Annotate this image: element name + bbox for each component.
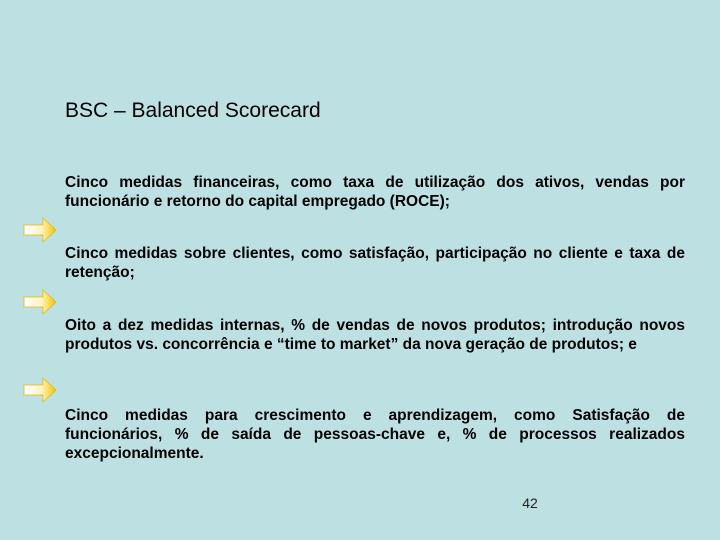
bullet-text-financial: Cinco medidas financeiras, como taxa de utilização dos ativos, vendas por funcionário e retorno do capital empregado (ROCE); [65,174,685,210]
arrow-right-icon [23,376,57,404]
arrow-right-icon [23,288,57,316]
page-number: 42 [522,495,538,511]
arrow-right-icon [23,216,57,244]
slide-title: BSC – Balanced Scorecard [65,99,321,122]
bullet-text-growth: Cinco medidas para crescimento e aprendizagem, como Satisfação de funcionários, % de saída de pessoas-chave e, % de processos realizados excepcionalmente. [65,407,685,462]
bullet-text-internal: Oito a dez medidas internas, % de vendas de novos produtos; introdução novos produtos vs. concorrência e “time to market” da nova geração de produtos; e [65,317,685,353]
bullet-text-clients: Cinco medidas sobre clientes, como satisfação, participação no cliente e taxa de retenção; [65,245,685,281]
